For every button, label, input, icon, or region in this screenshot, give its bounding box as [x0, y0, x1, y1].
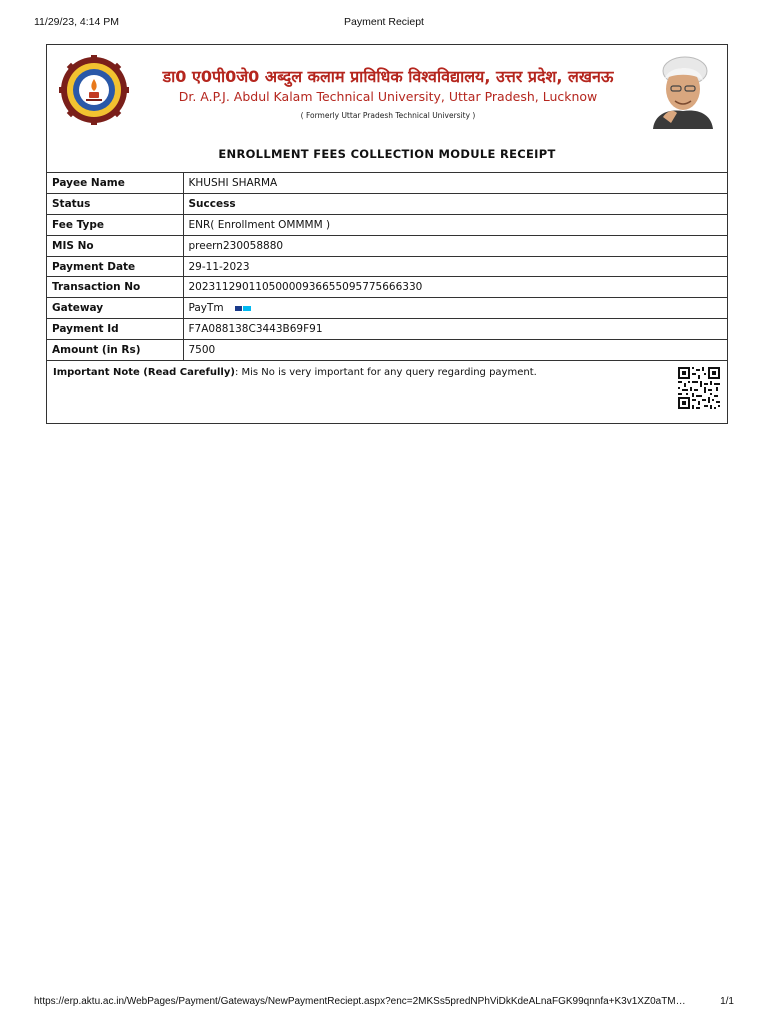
row-label: Fee Type: [47, 215, 183, 236]
university-english-name: Dr. A.P.J. Abdul Kalam Technical University, Uttar Pradesh, Lucknow: [178, 89, 598, 104]
row-value: ENR( Enrollment OMMMM ): [183, 215, 727, 236]
status-value: Success: [183, 194, 727, 215]
row-label: Payee Name: [47, 173, 183, 194]
row-value: F7A088138C3443B69F91: [183, 319, 727, 340]
table-row: [47, 194, 727, 215]
print-datetime: 11/29/23, 4:14 PM: [34, 16, 120, 28]
university-logo-icon: [59, 55, 129, 125]
table-row: [47, 215, 727, 236]
university-hindi-name: डा0 ए0पी0जे0 अब्दुल कलाम प्राविधिक विश्वविद्यालय, उत्तर प्रदेश, लखनऊ: [162, 67, 614, 86]
paytm-logo-icon: [235, 305, 251, 312]
table-row: [47, 277, 727, 298]
print-footer: [34, 996, 734, 1010]
print-header: [34, 16, 734, 30]
row-label: Payment Date: [47, 256, 183, 277]
row-label: Transaction No: [47, 277, 183, 298]
receipt-card: [46, 44, 728, 424]
row-value: PayTm: [188, 302, 224, 315]
row-value: 7500: [183, 339, 727, 360]
row-label: Amount (in Rs): [47, 339, 183, 360]
row-label: Gateway: [47, 298, 183, 319]
print-page-title: Payment Reciept: [344, 16, 424, 28]
table-row: [47, 173, 727, 194]
payment-details-table: [47, 173, 727, 361]
portrait-icon: [645, 53, 717, 129]
table-row: [47, 298, 727, 319]
note-label: Important Note (Read Carefully): [53, 366, 235, 378]
page-url: https://erp.aktu.ac.in/WebPages/Payment/Gateways/NewPaymentReciept.aspx?enc=2MKSs5predNPhViDkKdeALnaFGK99qnnfa+K3v1XZ0aTM…: [34, 996, 686, 1007]
gateway-cell: [183, 298, 727, 319]
row-value: 20231129011050000936655095775666330: [183, 277, 727, 298]
qr-code-icon: [677, 366, 721, 410]
row-value: KHUSHI SHARMA: [183, 173, 727, 194]
university-former-name: ( Formerly Uttar Pradesh Technical University ): [300, 111, 476, 120]
row-value: 29-11-2023: [183, 256, 727, 277]
table-row: [47, 339, 727, 360]
table-row: [47, 256, 727, 277]
row-value: preern230058880: [183, 235, 727, 256]
note-body: : Mis No is very important for any query regarding payment.: [234, 366, 537, 378]
table-row: [47, 319, 727, 340]
row-label: MIS No: [47, 235, 183, 256]
receipt-heading: ENROLLMENT FEES COLLECTION MODULE RECEIPT: [47, 139, 727, 173]
row-label: Status: [47, 194, 183, 215]
university-banner: [47, 45, 727, 139]
page-number: 1/1: [720, 996, 734, 1007]
important-note: [47, 361, 727, 415]
table-row: [47, 235, 727, 256]
note-text: [53, 367, 537, 378]
row-label: Payment Id: [47, 319, 183, 340]
